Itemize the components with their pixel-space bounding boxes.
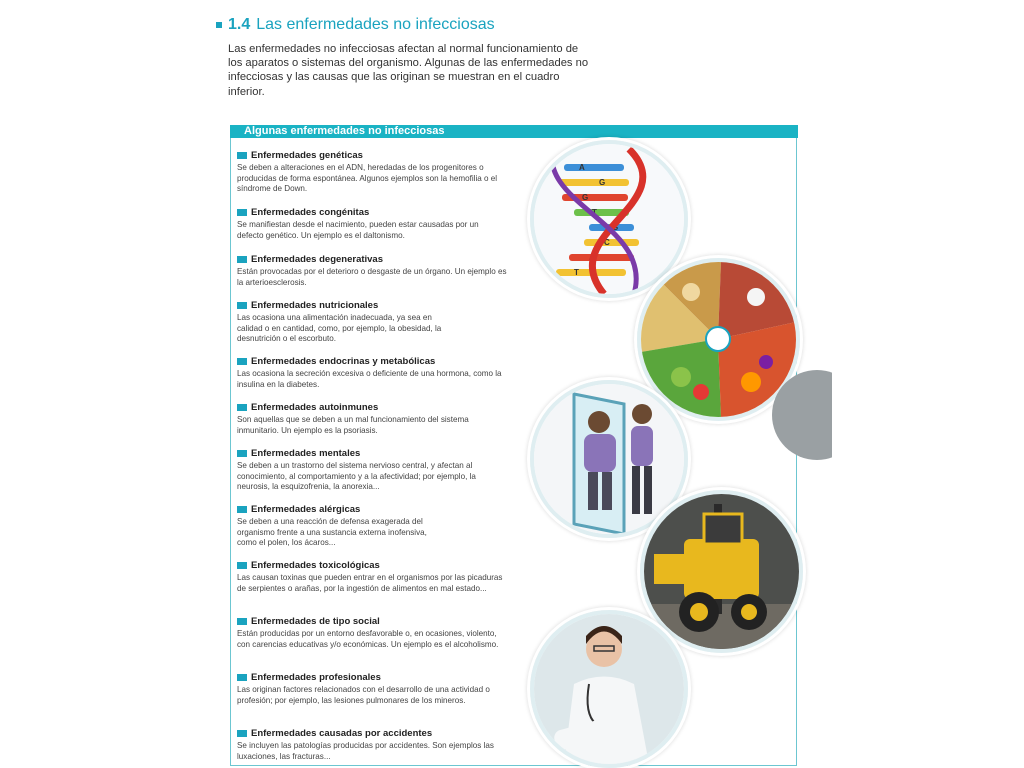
panel-title-bar — [230, 125, 798, 138]
item-bullet — [237, 730, 247, 737]
item-title: Enfermedades alérgicas — [251, 504, 361, 515]
section-header — [216, 16, 495, 34]
item-bullet — [237, 450, 247, 457]
item-bullet — [237, 674, 247, 681]
svg-text:C: C — [604, 238, 610, 247]
disease-item-congenitas — [237, 207, 507, 241]
disease-item-accidentes — [237, 728, 507, 762]
item-title: Enfermedades toxicológicas — [251, 560, 380, 571]
svg-text:G: G — [612, 223, 619, 232]
item-title: Enfermedades de tipo social — [251, 616, 380, 627]
item-bullet — [237, 302, 247, 309]
item-bullet — [237, 562, 247, 569]
disease-item-mentales — [237, 448, 507, 493]
panel-title: Algunas enfermedades no infecciosas — [244, 125, 445, 137]
item-description: Se deben a un trastorno del sistema nervioso central, y afectan al conocimiento, al comportamiento y a la afectividad; por ejemplo, la neurosis, la esquizofrenia, la anorexia... — [237, 461, 476, 491]
item-title: Enfermedades endocrinas y metabólicas — [251, 356, 436, 367]
dna-illustration — [530, 140, 688, 298]
svg-text:A: A — [589, 253, 595, 262]
svg-text:A: A — [579, 163, 585, 172]
disease-item-nutricionales — [237, 300, 507, 345]
dna-icon — [534, 144, 684, 294]
section-bullet — [216, 22, 222, 28]
svg-text:G: G — [599, 178, 606, 187]
disease-item-geneticas — [237, 150, 507, 195]
section-number: 1.4 — [228, 16, 251, 33]
disease-item-profesionales — [237, 672, 507, 706]
disease-item-degenerativas — [237, 254, 507, 288]
item-title: Enfermedades genéticas — [251, 150, 363, 161]
gray-circle-edge — [772, 370, 832, 460]
item-title: Enfermedades mentales — [251, 448, 361, 459]
item-bullet — [237, 152, 247, 159]
doctor-illustration — [530, 610, 688, 768]
item-title: Enfermedades nutricionales — [251, 300, 379, 311]
item-title: Enfermedades profesionales — [251, 672, 381, 683]
item-description: Se incluyen las patologías producidas por accidentes. Son ejemplos las luxaciones, las fracturas... — [237, 741, 494, 761]
doctor-icon — [534, 614, 684, 764]
item-description: Las ocasiona una alimentación inadecuada, ya sea en calidad o en cantidad, como, por ejemplo, la obesidad, la desnutrición o el escorbuto. — [237, 313, 442, 343]
item-bullet — [237, 209, 247, 216]
item-bullet — [237, 404, 247, 411]
disease-item-alergicas — [237, 504, 507, 549]
item-title: Enfermedades causadas por accidentes — [251, 728, 433, 739]
item-bullet — [237, 256, 247, 263]
intro-paragraph: Las enfermedades no infecciosas afectan al normal funcionamiento de los aparatos o sistemas del organismo. Algunas de las enfermedades no infecciosas y las causas que las originan se muestran en el cuadro inferior. — [228, 43, 589, 98]
item-description: Las ocasiona la secreción excesiva o deficiente de una hormona, como la insulina en la diabetes. — [237, 369, 502, 389]
item-title: Enfermedades degenerativas — [251, 254, 384, 265]
item-description: Se deben a una reacción de defensa exagerada del organismo frente a una sustancia externa inofensiva, como el polen, los ácaros... — [237, 517, 427, 547]
item-description: Se deben a alteraciones en el ADN, heredadas de los progenitores o producidas de forma espontánea. Algunos ejemplos son la hemofilia o el síndrome de Down. — [237, 163, 498, 193]
svg-text:T: T — [592, 208, 597, 217]
item-title: Enfermedades congénitas — [251, 207, 370, 218]
disease-item-endocrinas — [237, 356, 507, 390]
item-bullet — [237, 506, 247, 513]
svg-text:T: T — [574, 268, 579, 277]
item-description: Están producidas por un entorno desfavorable o, en ocasiones, violento, con carencias educativas y/o económicas. Un ejemplo es el alcoholismo. — [237, 629, 499, 649]
item-description: Las originan factores relacionados con el desarrollo de una actividad o profesión; por ejemplo, las lesiones pulmonares de los mineros. — [237, 685, 490, 705]
item-description: Son aquellas que se deben a un mal funcionamiento del sistema inmunitario. Un ejemplo es la psoriasis. — [237, 415, 469, 435]
item-description: Se manifiestan desde el nacimiento, pueden estar causadas por un defecto genético. Un ejemplo es el daltonismo. — [237, 220, 479, 240]
svg-text:G: G — [582, 193, 589, 202]
mining-truck-icon — [644, 494, 799, 649]
item-title: Enfermedades autoinmunes — [251, 402, 379, 413]
item-description: Están provocadas por el deterioro o desgaste de un órgano. Un ejemplo es la arterioesclerosis. — [237, 267, 507, 287]
mirror-girl-icon — [534, 384, 684, 534]
item-description: Las causan toxinas que pueden entrar en el organismos por las picaduras de serpientes o arañas, por la ingestión de alimentos en mal estado... — [237, 573, 503, 593]
disease-item-toxicologicas — [237, 560, 507, 594]
section-title: Las enfermedades no infecciosas — [256, 16, 495, 33]
item-bullet — [237, 618, 247, 625]
item-bullet — [237, 358, 247, 365]
disease-item-autoinmunes — [237, 402, 507, 436]
mining-illustration — [640, 490, 803, 653]
disease-item-social — [237, 616, 507, 650]
